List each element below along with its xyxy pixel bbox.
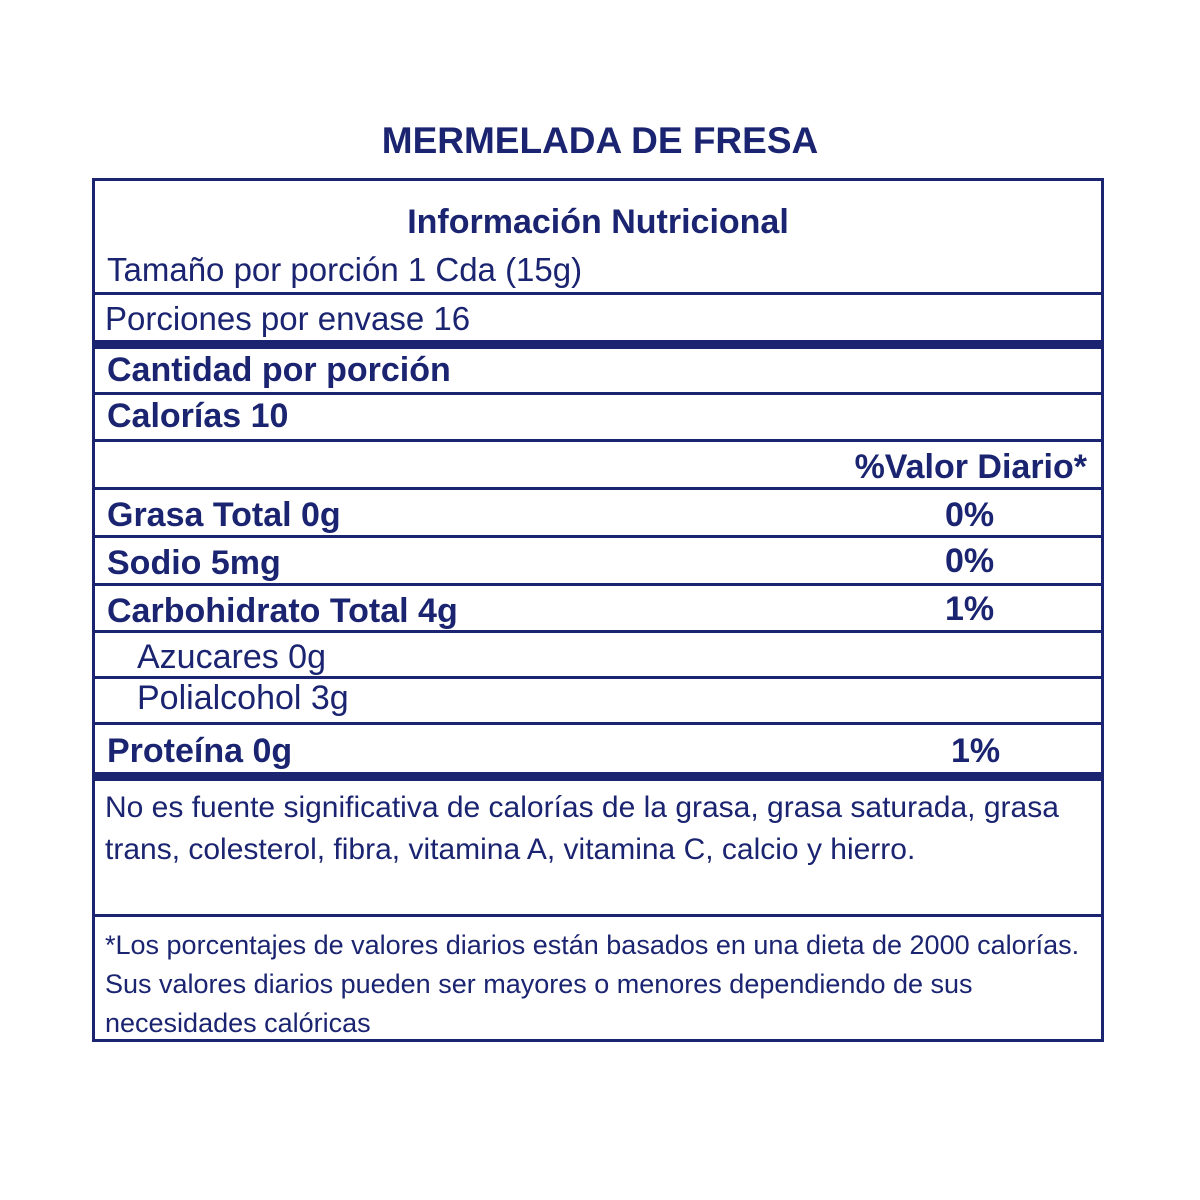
- product-title: MERMELADA DE FRESA: [381, 120, 819, 161]
- nutrient-row: [95, 490, 1101, 538]
- note-section: [95, 781, 1101, 917]
- nutrient-daily-value: 1%: [951, 732, 1001, 770]
- header-section: [95, 181, 1101, 295]
- nutrient-daily-value: 0%: [945, 496, 995, 534]
- amount-per-serving-row: [95, 349, 1101, 395]
- nutrient-label: Sodio 5mg: [107, 544, 281, 582]
- daily-value-header: %Valor Diario*: [854, 448, 1087, 486]
- servings-per-container: Porciones por envase 16: [105, 300, 471, 337]
- nutrient-row: [95, 538, 1101, 586]
- calories: Calorías 10: [107, 397, 289, 435]
- calories-row: [95, 395, 1101, 442]
- nutrient-daily-value: 1%: [945, 590, 995, 628]
- nutrient-label: Grasa Total 0g: [107, 496, 341, 534]
- nutrient-label: Azucares 0g: [137, 638, 326, 676]
- nutrient-daily-value: 0%: [945, 542, 995, 580]
- serving-size: Tamaño por porción 1 Cda (15g): [107, 251, 583, 288]
- nutrient-label: Proteína 0g: [107, 732, 293, 770]
- servings-row: [95, 295, 1101, 349]
- nutrient-row: [95, 586, 1101, 633]
- nutrient-label: Carbohidrato Total 4g: [107, 592, 458, 630]
- nutrient-row: [95, 633, 1101, 679]
- daily-value-header-row: [95, 442, 1101, 490]
- footnote-section: [95, 917, 1101, 1039]
- note-text: No es fuente significativa de calorías de la grasa, grasa saturada, grasa trans, colesterol, fibra, vitamina A, vitamina C, calcio y hierro.: [105, 791, 1059, 866]
- nutrient-label: Polialcohol 3g: [137, 679, 349, 717]
- footnote-text: *Los porcentajes de valores diarios están basados en una dieta de 2000 calorías. Sus valores diarios pueden ser mayores o menores dependiendo de sus necesidades calóricas: [105, 930, 1080, 1038]
- amount-per-serving: Cantidad por porción: [107, 351, 451, 389]
- nutrient-row: [95, 725, 1101, 781]
- nutrient-row: [95, 679, 1101, 725]
- panel-heading: Información Nutricional: [407, 203, 789, 241]
- nutrition-facts-panel: [92, 178, 1104, 1042]
